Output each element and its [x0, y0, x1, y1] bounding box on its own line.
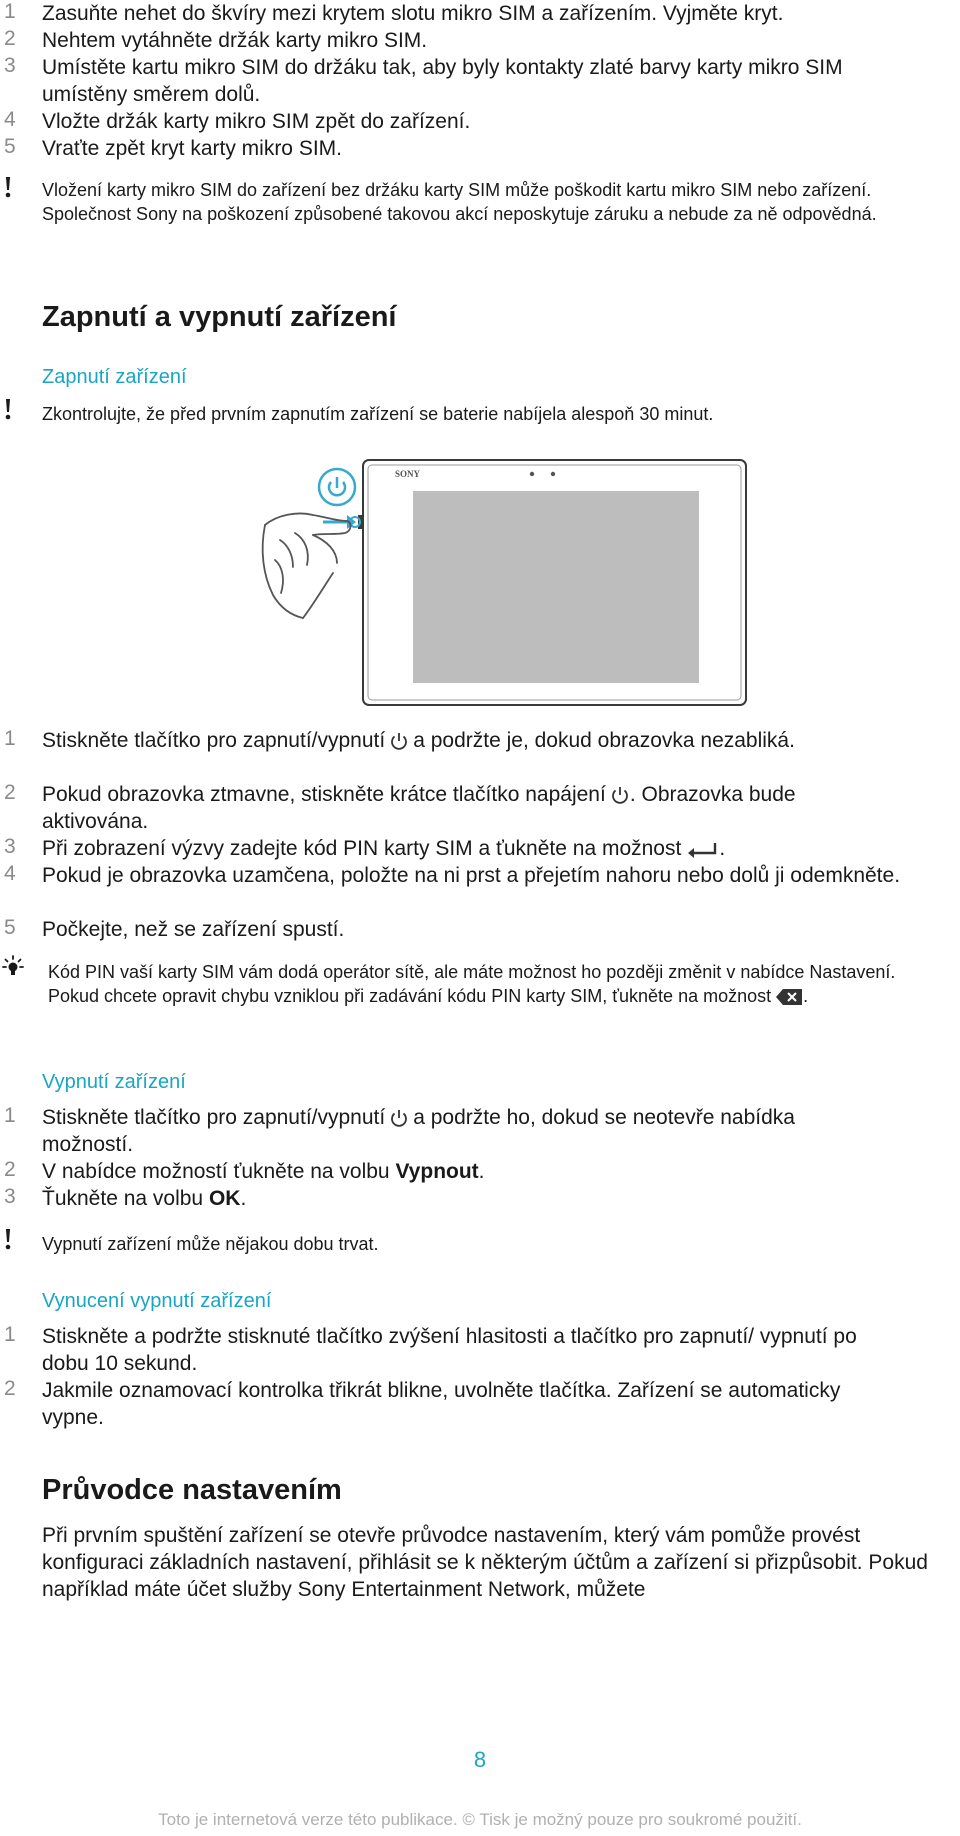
step-text-part: . [478, 1160, 485, 1183]
step-text [42, 727, 802, 754]
step-text [42, 1104, 802, 1158]
step-number: 3 [4, 54, 16, 77]
power-icon [610, 785, 630, 805]
step-text-part: Ťukněte na volbu [42, 1187, 204, 1210]
step-text-part: Stiskněte tlačítko pro zapnutí/vypnutí [42, 1106, 386, 1129]
step-number: 2 [4, 27, 16, 50]
step-number: 1 [4, 0, 16, 23]
enter-key-icon [685, 841, 719, 859]
brand-logo: SONY [395, 469, 421, 479]
warning-sim-text: Vložení karty mikro SIM do zařízení bez držáku karty SIM může poškodit kartu mikro SIM nebo zařízení. Společnost Sony na poškození způsobené takovou akcí neposkytuje záruku a nebude za ně odpovědná. [42, 180, 877, 224]
step-text: Jakmile oznamovací kontrolka třikrát blikne, uvolněte tlačítka. Zařízení se automaticky vypne. [42, 1379, 841, 1429]
step-text [42, 1158, 922, 1185]
tip-text [48, 960, 938, 1008]
step-number: 2 [4, 781, 16, 804]
step-text-part: Stiskněte tlačítko pro zapnutí/vypnutí [42, 729, 386, 752]
step-text-part: . [719, 837, 726, 860]
step-text-part: a podržte je, dokud obrazovka nezabliká. [413, 729, 795, 752]
step-text: Nehtem vytáhněte držák karty mikro SIM. [42, 29, 428, 52]
step-text: Pokud je obrazovka uzamčena, položte na ni prst a přejetím nahoru nebo dolů ji odemkněte. [42, 864, 901, 887]
tip-text-part: . [803, 986, 809, 1006]
subheading-power-off: Vypnutí zařízení [42, 1071, 186, 1093]
step-text-part: a podržte ho, dokud se neotevře nabídka možností. [42, 1106, 795, 1156]
step-text [42, 1185, 922, 1212]
step-text-part: . [240, 1187, 247, 1210]
step-text: Umístěte kartu mikro SIM do držáku tak, aby byly kontakty zlaté barvy karty mikro SIM umístěny směrem dolů. [42, 56, 843, 106]
step-number: 2 [4, 1377, 16, 1400]
step-text-part: Pokud obrazovka ztmavne, stiskněte krátce tlačítko napájení [42, 783, 606, 806]
power-icon [389, 1108, 409, 1128]
step-text-part: . Obrazovka bude aktivována. [42, 783, 796, 833]
menu-option-shutdown: Vypnout [395, 1160, 479, 1183]
step-text [42, 781, 862, 835]
menu-option-ok: OK [208, 1187, 241, 1210]
section-title-setup: Průvodce nastavením [42, 1474, 342, 1506]
step-text: Vraťte zpět kryt karty mikro SIM. [42, 137, 342, 160]
warning-charge-text: Zkontrolujte, že před prvním zapnutím zařízení se baterie nabíjela alespoň 30 minut. [42, 404, 714, 424]
step-text: Počkejte, než se zařízení spustí. [42, 918, 345, 941]
step-number: 2 [4, 1158, 16, 1181]
power-icon [389, 731, 409, 751]
step-text: Stiskněte a podržte stisknuté tlačítko zvýšení hlasitosti a tlačítko pro zapnutí/ vypnutí po dobu 10 sekund. [42, 1325, 857, 1375]
step-text: Vložte držák karty mikro SIM zpět do zařízení. [42, 110, 471, 133]
warning-icon [2, 1228, 14, 1250]
subheading-power-on: Zapnutí zařízení [42, 366, 187, 388]
step-number: 1 [4, 1323, 16, 1346]
tip-text-part: Kód PIN vaší karty SIM vám dodá operátor sítě, ale máte možnost ho později změnit v nabídce Nastavení. Pokud chcete opravit chybu vzniklou při zadávání kódu PIN karty SIM, ťukněte na možnost [48, 962, 896, 1006]
page-footer: Toto je internetová verze této publikace. © Tisk je možný pouze pro soukromé použití. [158, 1810, 802, 1829]
warning-icon [2, 176, 14, 198]
step-number: 3 [4, 835, 16, 858]
step-number: 5 [4, 916, 16, 939]
warning-icon [2, 398, 14, 420]
setup-body-text: Při prvním spuštění zařízení se otevře průvodce nastavením, který vám pomůže provést konfiguraci základních nastavení, přihlásit se k některým účtům a zařízení si přizpůsobit. Pokud například máte účet služby Sony Entertainment Network, můžete [42, 1524, 928, 1601]
warning-off-text: Vypnutí zařízení může nějakou dobu trvat. [42, 1234, 379, 1254]
step-number: 4 [4, 862, 16, 885]
tip-lightbulb-icon [0, 955, 26, 981]
step-text [42, 835, 922, 862]
step-text: Zasuňte nehet do škvíry mezi krytem slotu mikro SIM a zařízením. Vyjměte kryt. [42, 2, 784, 25]
step-number: 3 [4, 1185, 16, 1208]
step-number: 1 [4, 1104, 16, 1127]
step-number: 4 [4, 108, 16, 131]
page-number: 8 [473, 1747, 487, 1772]
backspace-delete-icon [775, 988, 803, 1006]
step-number: 1 [4, 727, 16, 750]
step-text-part: Při zobrazení výzvy zadejte kód PIN karty SIM a ťukněte na možnost [42, 837, 682, 860]
section-title-power: Zapnutí a vypnutí zařízení [42, 301, 397, 333]
device-power-illustration [255, 455, 750, 710]
step-number: 5 [4, 135, 16, 158]
step-text-part: V nabídce možností ťukněte na volbu [42, 1160, 390, 1183]
subheading-force-off: Vynucení vypnutí zařízení [42, 1290, 272, 1312]
hand-illustration [263, 513, 351, 618]
